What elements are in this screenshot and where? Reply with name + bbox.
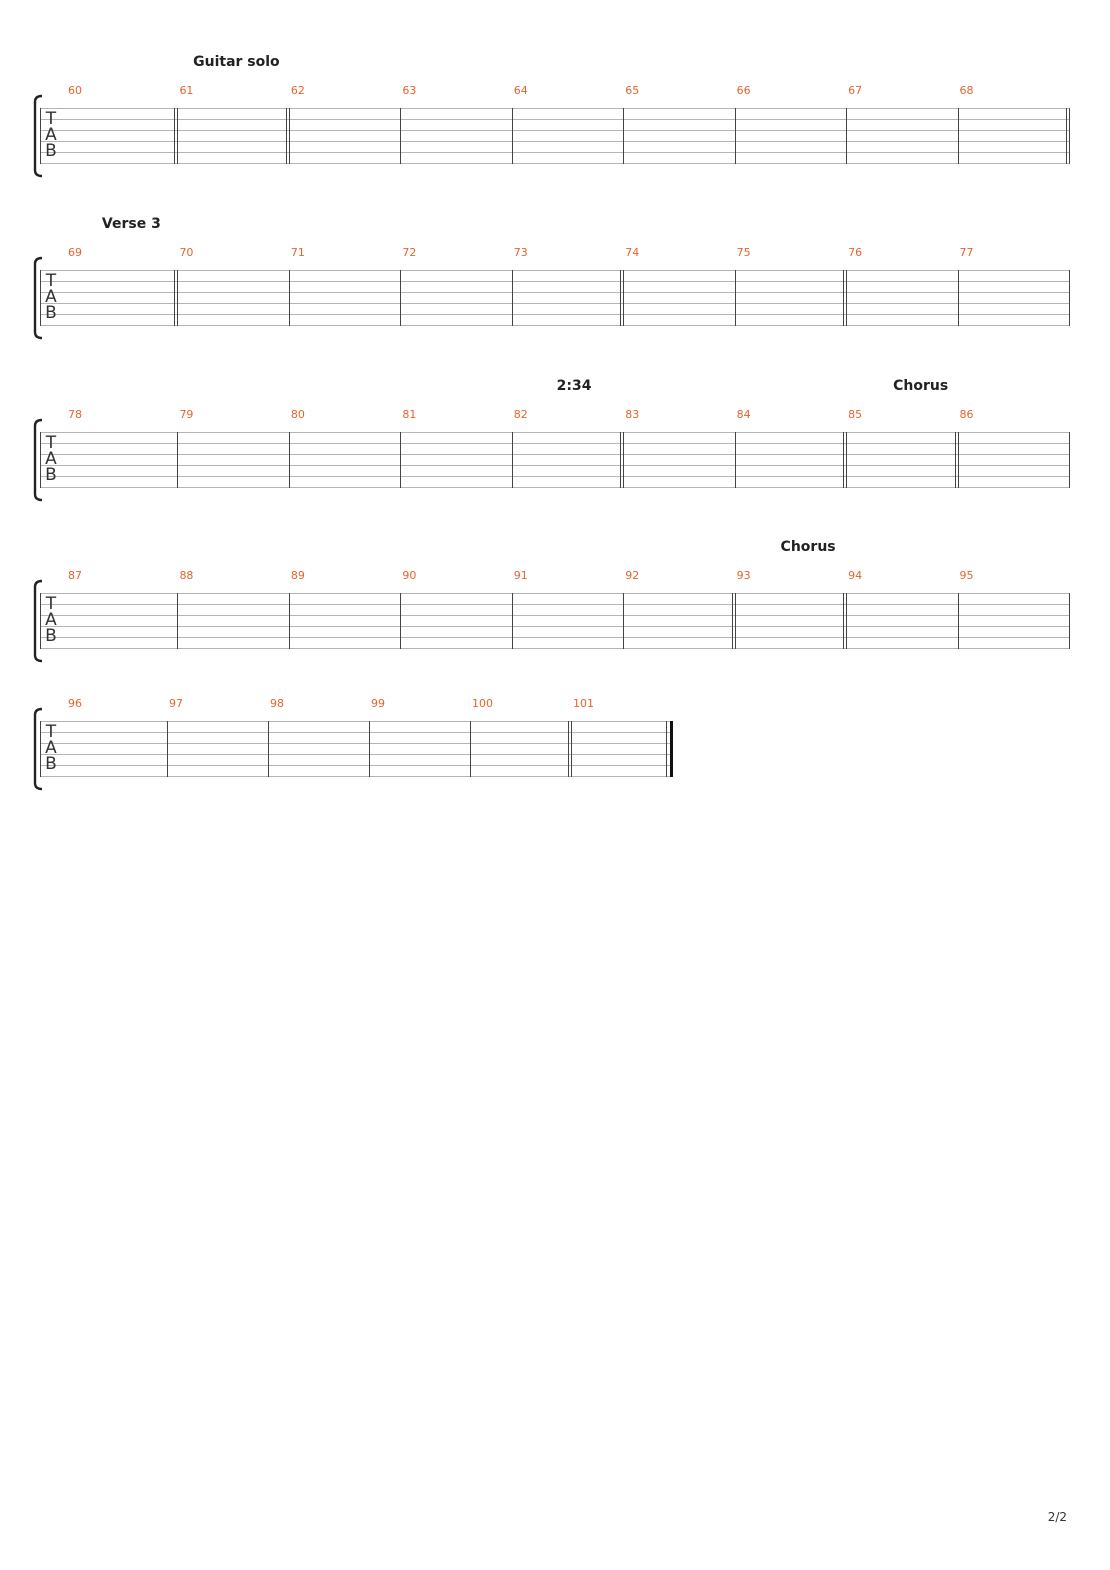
bar-number: 84	[736, 408, 751, 421]
double-barline	[177, 270, 178, 326]
bar-number: 81	[402, 408, 417, 421]
section-label: Verse 3	[101, 216, 161, 232]
bar-number: 94	[848, 569, 863, 582]
bar-number: 73	[513, 246, 528, 259]
barline	[400, 108, 401, 164]
staff-start-line	[40, 108, 41, 164]
bar-number: 63	[402, 84, 417, 97]
bar-number: 75	[736, 246, 751, 259]
double-barline	[571, 721, 572, 777]
double-barline	[623, 432, 624, 488]
barline	[512, 270, 513, 326]
tab-clef	[44, 596, 58, 644]
barline	[400, 593, 401, 649]
double-barline	[955, 432, 956, 488]
bar-number: 80	[290, 408, 305, 421]
double-barline	[289, 108, 290, 164]
barline	[289, 270, 290, 326]
string-line	[40, 432, 1070, 433]
tab-staff-system	[40, 569, 1070, 649]
bar-number: 90	[402, 569, 417, 582]
barline	[268, 721, 269, 777]
page-number: 2/2	[1047, 1510, 1067, 1524]
final-barline-thick	[670, 721, 673, 777]
double-barline	[846, 432, 847, 488]
barline	[846, 108, 847, 164]
final-barline-thin	[666, 721, 667, 777]
bar-number: 88	[179, 569, 194, 582]
double-barline	[620, 270, 621, 326]
string-line	[40, 292, 1070, 293]
barline	[735, 270, 736, 326]
tab-clef-letter: B	[45, 141, 57, 161]
section-label: Guitar solo	[193, 54, 280, 70]
string-line	[40, 732, 673, 733]
section-label: 2:34	[556, 378, 592, 394]
bar-number: 71	[290, 246, 305, 259]
bar-number: 69	[68, 246, 82, 259]
bar-number: 78	[68, 408, 82, 421]
bar-number: 100	[472, 697, 493, 710]
tab-clef-letter: T	[45, 109, 57, 129]
bar-number: 76	[848, 246, 863, 259]
string-line	[40, 108, 1070, 109]
bar-number: 85	[848, 408, 863, 421]
string-line	[40, 314, 1070, 315]
tab-staff-system	[40, 246, 1070, 326]
string-line	[40, 152, 1070, 153]
string-line	[40, 487, 1070, 488]
double-barline	[568, 721, 569, 777]
double-barline	[732, 593, 733, 649]
barline	[470, 721, 471, 777]
double-barline	[623, 270, 624, 326]
tab-clef-letter: A	[45, 610, 57, 630]
string-line	[40, 626, 1070, 627]
staff-bracket-icon	[31, 94, 45, 178]
barline	[735, 432, 736, 488]
barline	[289, 593, 290, 649]
string-line	[40, 604, 1070, 605]
string-line	[40, 743, 673, 744]
tab-clef	[44, 111, 58, 159]
barline	[1069, 432, 1070, 488]
bar-number: 97	[169, 697, 183, 710]
double-barline	[286, 108, 287, 164]
string-line	[40, 325, 1070, 326]
staff-start-line	[40, 270, 41, 326]
barline	[177, 593, 178, 649]
string-line	[40, 615, 1070, 616]
bar-number: 83	[625, 408, 640, 421]
tab-clef-letter: A	[45, 738, 57, 758]
string-line	[40, 270, 1070, 271]
tab-clef	[44, 435, 58, 483]
barline	[512, 432, 513, 488]
string-line	[40, 754, 673, 755]
bar-number: 95	[959, 569, 974, 582]
section-label: Chorus	[893, 378, 949, 394]
bar-number: 91	[513, 569, 528, 582]
double-barline	[1069, 108, 1070, 164]
barline	[735, 108, 736, 164]
bar-number: 64	[513, 84, 528, 97]
string-line	[40, 119, 1070, 120]
double-barline	[174, 108, 175, 164]
barline	[1069, 593, 1070, 649]
bar-number: 89	[290, 569, 305, 582]
tab-clef-letter: T	[45, 722, 57, 742]
tab-clef-letter: T	[45, 271, 57, 291]
barline	[177, 432, 178, 488]
string-line	[40, 130, 1070, 131]
barline	[623, 593, 624, 649]
bar-number: 61	[179, 84, 194, 97]
double-barline	[1066, 108, 1067, 164]
string-line	[40, 163, 1070, 164]
tab-staff-system	[40, 697, 673, 777]
section-label: Chorus	[780, 539, 836, 555]
string-line	[40, 454, 1070, 455]
double-barline	[843, 432, 844, 488]
string-line	[40, 765, 673, 766]
barline	[369, 721, 370, 777]
double-barline	[958, 432, 959, 488]
barline	[958, 593, 959, 649]
tab-clef-letter: A	[45, 125, 57, 145]
bar-number: 86	[959, 408, 974, 421]
bar-number: 87	[68, 569, 82, 582]
barline	[289, 432, 290, 488]
string-line	[40, 776, 673, 777]
bar-number: 77	[959, 246, 974, 259]
double-barline	[177, 108, 178, 164]
tab-clef-letter: A	[45, 449, 57, 469]
barline	[623, 108, 624, 164]
barline	[958, 108, 959, 164]
barline	[400, 432, 401, 488]
double-barline	[843, 270, 844, 326]
string-line	[40, 593, 1070, 594]
string-line	[40, 648, 1070, 649]
staff-bracket-icon	[31, 579, 45, 663]
staff-bracket-icon	[31, 707, 45, 791]
tab-clef-letter: B	[45, 626, 57, 646]
bar-number: 99	[371, 697, 385, 710]
bar-number: 72	[402, 246, 417, 259]
string-line	[40, 637, 1070, 638]
bar-number: 98	[270, 697, 284, 710]
bar-number: 66	[736, 84, 751, 97]
tab-clef-letter: A	[45, 287, 57, 307]
bar-number: 79	[179, 408, 194, 421]
tab-clef-letter: B	[45, 465, 57, 485]
bar-number: 68	[959, 84, 974, 97]
string-line	[40, 476, 1070, 477]
staff-start-line	[40, 593, 41, 649]
barline	[400, 270, 401, 326]
staff-bracket-icon	[31, 418, 45, 502]
bar-number: 70	[179, 246, 194, 259]
bar-number: 74	[625, 246, 640, 259]
double-barline	[735, 593, 736, 649]
string-line	[40, 443, 1070, 444]
tab-clef	[44, 273, 58, 321]
bar-number: 65	[625, 84, 640, 97]
double-barline	[174, 270, 175, 326]
string-line	[40, 303, 1070, 304]
tab-staff-system	[40, 408, 1070, 488]
barline	[167, 721, 168, 777]
tab-clef	[44, 724, 58, 772]
bar-number: 101	[573, 697, 594, 710]
string-line	[40, 281, 1070, 282]
bar-number: 93	[736, 569, 751, 582]
staff-start-line	[40, 432, 41, 488]
barline	[958, 270, 959, 326]
bar-number: 82	[513, 408, 528, 421]
string-line	[40, 141, 1070, 142]
tab-clef-letter: T	[45, 433, 57, 453]
barline	[1069, 270, 1070, 326]
bar-number: 67	[848, 84, 863, 97]
double-barline	[620, 432, 621, 488]
barline	[512, 593, 513, 649]
tab-staff-system	[40, 84, 1070, 164]
tab-clef-letter: B	[45, 754, 57, 774]
staff-start-line	[40, 721, 41, 777]
tab-clef-letter: B	[45, 303, 57, 323]
double-barline	[843, 593, 844, 649]
tab-clef-letter: T	[45, 594, 57, 614]
bar-number: 60	[68, 84, 82, 97]
bar-number: 92	[625, 569, 640, 582]
bar-number: 96	[68, 697, 82, 710]
barline	[512, 108, 513, 164]
string-line	[40, 465, 1070, 466]
bar-number: 62	[290, 84, 305, 97]
double-barline	[846, 593, 847, 649]
double-barline	[846, 270, 847, 326]
string-line	[40, 721, 673, 722]
staff-bracket-icon	[31, 256, 45, 340]
